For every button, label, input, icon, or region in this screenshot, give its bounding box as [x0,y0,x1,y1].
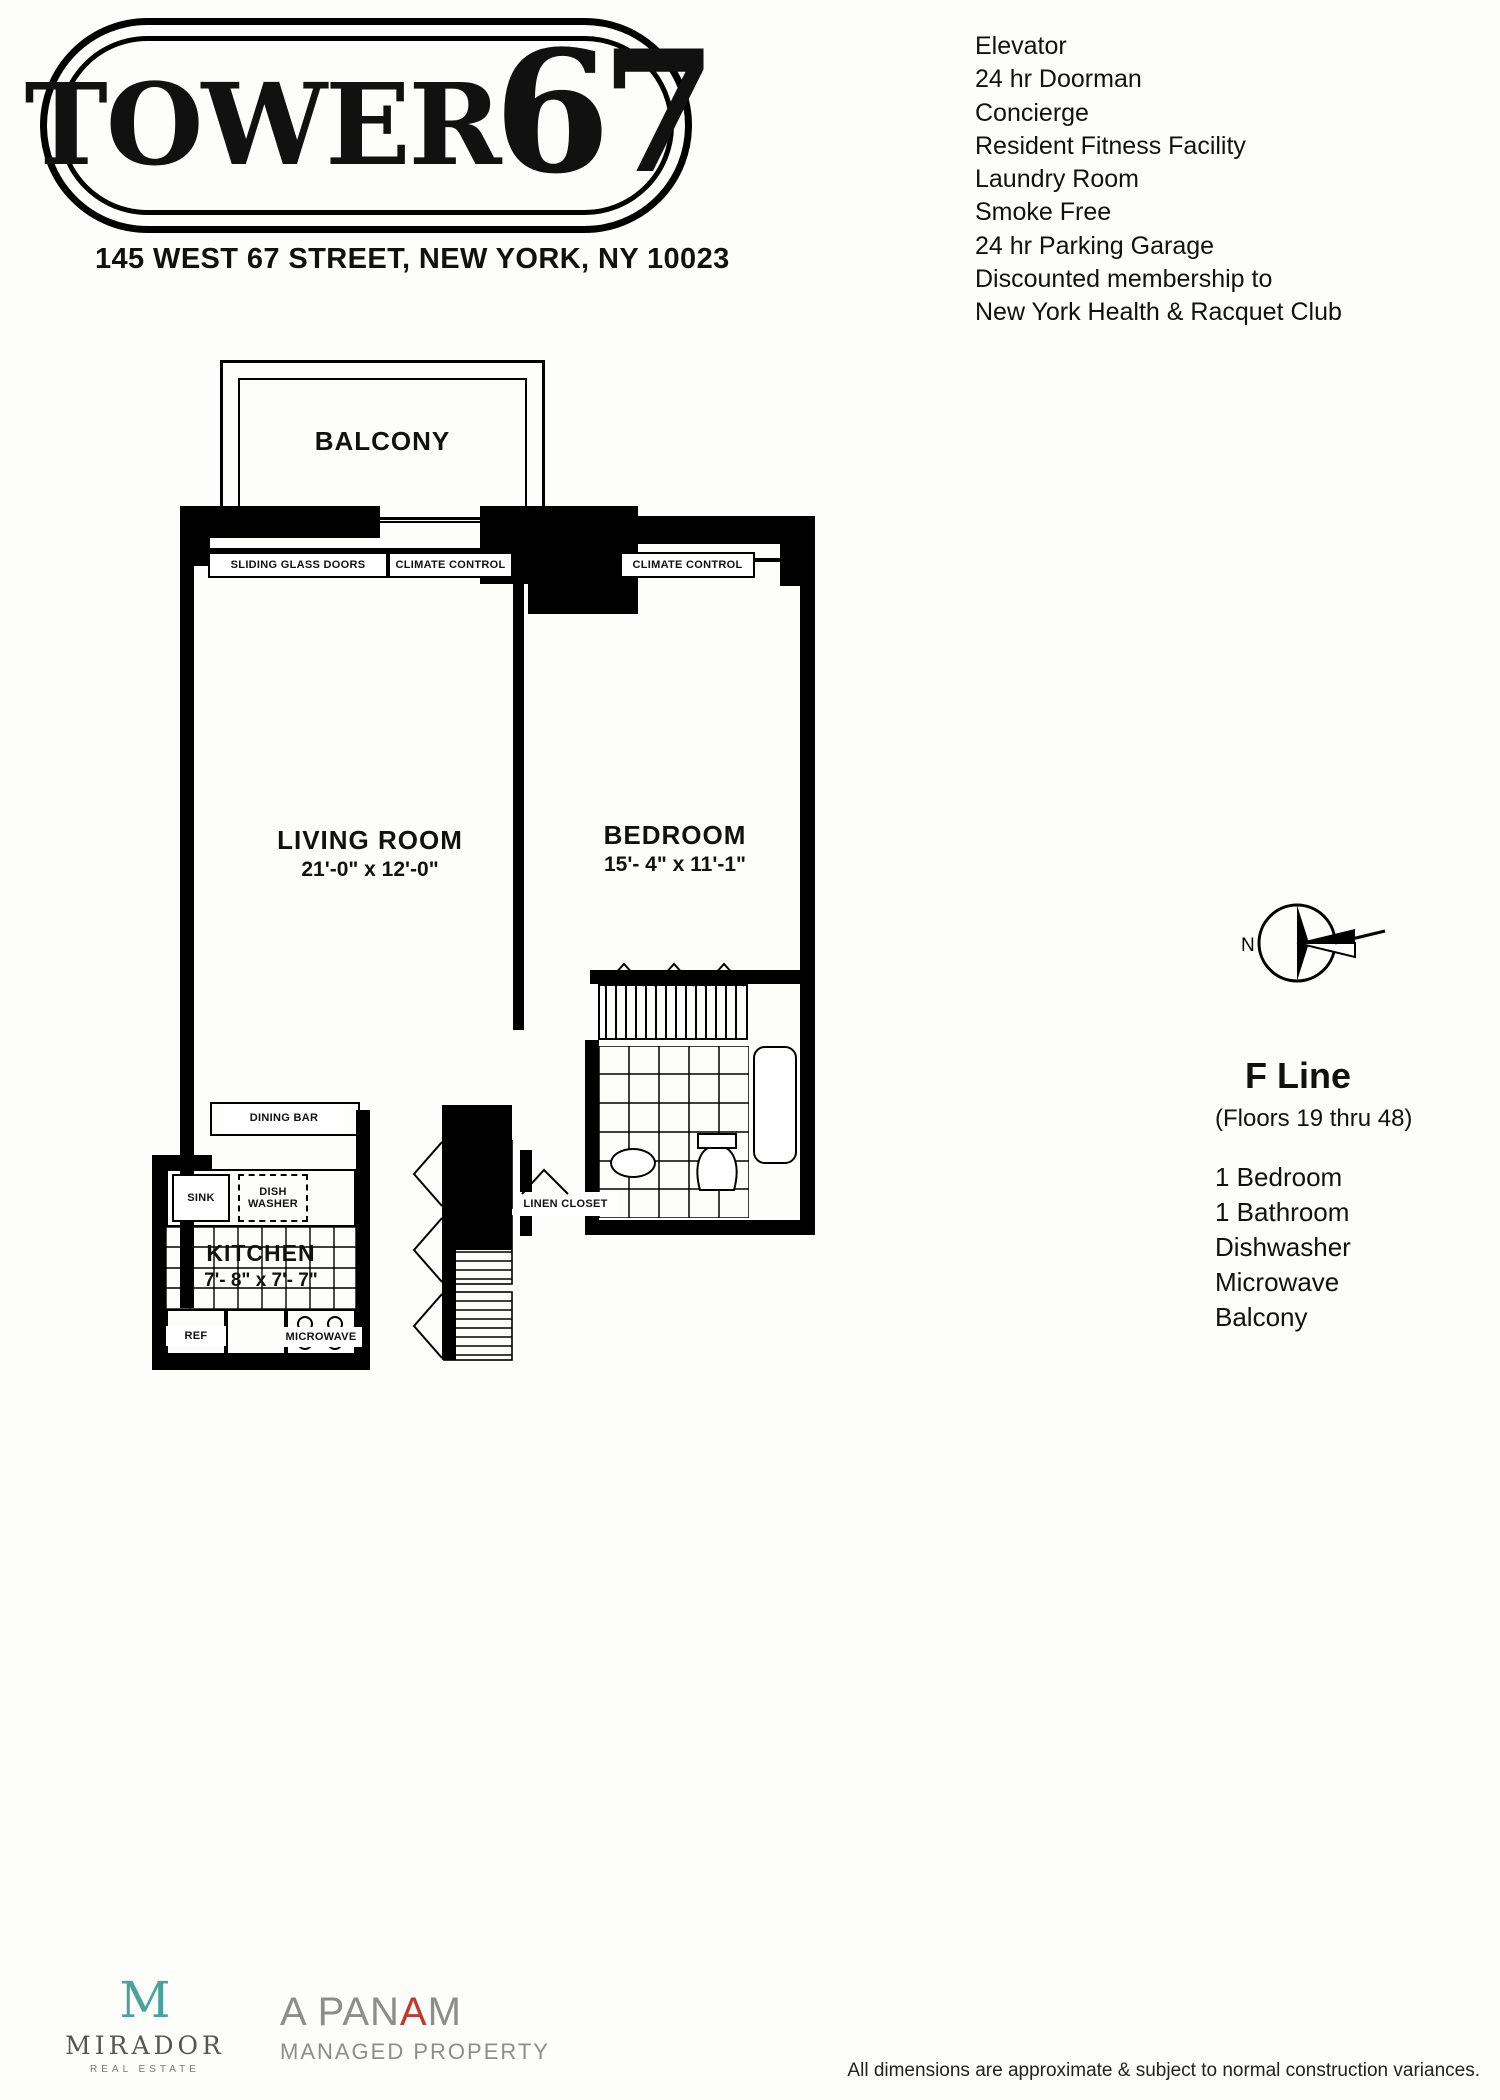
panam-logo [280,1990,550,2065]
room-dims-living-room: 21'-0" x 12'-0" [301,858,439,881]
mirador-subtitle: REAL ESTATE [90,2064,200,2075]
unit-features-list [1215,1160,1351,1335]
annotation-climate-control-right [620,552,755,578]
wall-kitchen-top [152,1155,212,1169]
building-address: 145 WEST 67 STREET, NEW YORK, NY 10023 [95,243,730,275]
panam-prefix: A [280,1990,306,2034]
mirador-name: MIRADOR [65,2031,225,2060]
annotation-label: CLIMATE CONTROL [395,559,506,571]
mirador-mark: M [119,1971,171,2029]
closet-hanging-icons [598,958,750,988]
bathroom-sink-fixture [610,1148,656,1178]
kitchen-counter-lower [226,1309,286,1355]
room-label-bedroom: BEDROOM [603,820,747,850]
annotation-label: LINEN CLOSET [523,1198,608,1210]
logo-number: 67 [493,12,708,211]
wall-bath-right [800,970,815,1235]
unit-feature: Balcony [1215,1302,1308,1333]
unit-feature: Microwave [1215,1267,1340,1298]
room-dims-bedroom: 15'- 4" x 11'-1" [604,853,746,876]
amenity-item: Smoke Free [975,198,1112,227]
mirador-logo [55,1971,235,2075]
panam-title [280,1990,550,2035]
unit-line-title: F Line [1245,1055,1351,1096]
annotation-climate-control-left [388,552,513,578]
unit-feature: 1 Bathroom [1215,1197,1350,1228]
wall-bath-bottom [585,1220,815,1235]
logo-text [24,10,708,241]
tower67-logo [24,10,708,240]
panam-name-a: A [399,1990,428,2034]
wall-top-left [180,506,380,538]
amenity-item: Resident Fitness Facility [975,131,1246,160]
wall-kitchen-left [152,1155,166,1370]
annotation-label: CLIMATE CONTROL [632,559,743,571]
amenity-item: Laundry Room [975,165,1139,193]
unit-floors-range: (Floors 19 thru 48) [1215,1105,1413,1132]
annotation-label: SINK [187,1192,215,1204]
dishwasher-fixture [238,1174,308,1222]
amenity-item: Concierge [975,98,1089,127]
amenities-list [975,30,1480,329]
entry-closet-louvered-doors [408,1140,518,1365]
header [0,0,1500,326]
amenity-item: 24 hr Doorman [975,65,1142,94]
kitchen-sink-fixture [172,1174,230,1222]
annotation-label: MICROWAVE [285,1331,357,1343]
svg-text:N: N [1241,935,1255,956]
annotation-microwave [280,1327,362,1347]
room-dims-kitchen: 7'- 8" x 7'- 7" [204,1270,318,1291]
compass-rose [1235,895,1345,1005]
annotation-label: DISH WASHER [247,1185,299,1210]
wall-kitchen-bottom [152,1355,370,1370]
panam-subtitle: MANAGED PROPERTY [280,2039,550,2064]
room-label-living-room: LIVING ROOM [277,825,463,855]
toilet-fixture [692,1128,742,1192]
unit-feature: Dishwasher [1215,1232,1351,1263]
amenity-item: 24 hr Parking Garage [975,231,1215,260]
bathtub-fixture [753,1046,797,1164]
floorplan-diagram [180,426,1140,1870]
room-label-balcony: BALCONY [314,426,451,456]
linen-closet-door-swing [518,1150,578,1196]
annotation-dining-bar [224,1104,344,1132]
unit-feature: 1 Bedroom [1215,1162,1343,1192]
room-label-kitchen: KITCHEN [206,1240,316,1266]
amenity-item: New York Health & Racquet Club [975,298,1342,326]
amenity-item: Discounted membership to [975,264,1273,293]
logo-word: TOWER [24,59,500,191]
annotation-ref [166,1326,226,1346]
wall-left-exterior [180,506,194,1226]
amenity-item: Elevator [975,32,1067,60]
wall-partition-living-bedroom [513,580,524,1030]
annotation-label: DINING BAR [249,1112,319,1124]
panam-name-2: M [427,1990,462,2034]
annotation-label: REF [184,1330,208,1342]
annotation-sliding-glass-doors [208,552,388,578]
closet-hatching [600,986,746,1038]
panam-name-1: PAN [317,1990,400,2034]
disclaimer-text: All dimensions are approximate & subject to normal construction variances. [847,2060,1480,2081]
annotation-label: SLIDING GLASS DOORS [230,559,366,571]
